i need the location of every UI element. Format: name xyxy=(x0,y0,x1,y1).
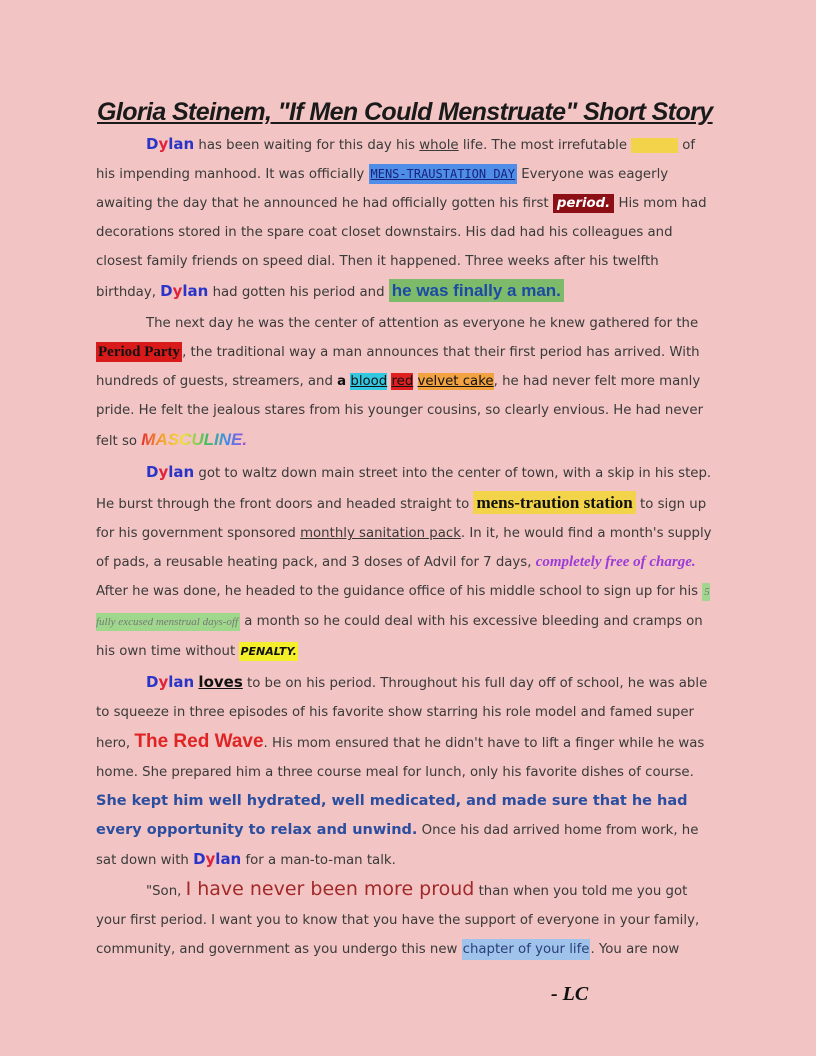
period-highlight: period. xyxy=(553,194,614,213)
free-of-charge-text: completely free of charge. xyxy=(535,554,696,570)
blood-highlight: blood xyxy=(350,374,388,389)
proud-text: I have never been more proud xyxy=(185,878,475,900)
underlined-whole: whole xyxy=(419,138,459,153)
name-dylan: Dylan xyxy=(193,850,242,868)
paragraph-3: Dylan got to waltz down main street into the center of town, with a skip in his step. He burst through the front doors and headed straight to mens-traution station to sign up for his government sponsored monthly sanitation pack. In it, he would find a month's supply of pads, a reusable heating pack, and 3 doses of Advil for 7 days, completely free of charge. After he was done, he headed to the guidance office of his middle school to sign up for his 5 fully excused menstrual days-off a month so he could deal with his excessive bleeding and cramps on his own time without PENALTY. xyxy=(96,463,712,659)
finally-a-man-highlight: he was finally a man. xyxy=(389,279,564,302)
name-dylan: Dylan xyxy=(146,135,195,153)
sanitation-pack-underline: monthly sanitation pack xyxy=(300,526,461,541)
name-dylan: Dylan xyxy=(146,463,195,481)
chapter-highlight: chapter of your life xyxy=(462,939,591,960)
story-body xyxy=(96,130,718,964)
name-dylan: Dylan xyxy=(146,673,195,691)
masculine-rainbow-text: MASCULINE. xyxy=(141,430,248,449)
penalty-highlight: PENALTY. xyxy=(239,642,297,661)
author-initials: - LC xyxy=(551,983,589,1005)
mens-traution-station-highlight: mens-traution station xyxy=(473,491,635,514)
paragraph-2: The next day he was the center of attention as everyone he knew gathered for the Period Party , the traditional way a man announces that their first period has arrived. With hundreds of guests, streamers, and a blood red velvet cake, he had never felt more manly pride. He felt the jealous stares from his younger cousins, so clearly envious. He had never felt so MASCULINE. xyxy=(96,316,704,449)
paragraph-5: "Son, I have never been more proud than when you told me you got your first period. I want you to know that you have the support of everyone in your family, community, and government as you undergo this new chapter of your life. You are now xyxy=(96,875,718,964)
mens-traustation-day-highlight: MENS-TRAUSTATION DAY xyxy=(369,164,518,184)
red-wave-text: The Red Wave xyxy=(134,731,264,752)
period-party-highlight: Period Party xyxy=(98,344,181,360)
story-title: Gloria Steinem, "If Men Could Menstruate" Short Story xyxy=(97,98,713,126)
red-highlight: red xyxy=(391,374,414,389)
paragraph-1: Dylan has been waiting for this day his whole life. The most irrefutable season of his impending manhood. It was officially MENS-TRAUSTATION DAY Everyone was eagerly awaiting the day that he announced he had officially gotten his first period. His mom had decorations stored in the spare coat closet downstairs. His dad had his colleagues and closest family friends on speed dial. Then it happened. Three weeks after his twelfth birthday, Dylan had gotten his period and he was finally a man. xyxy=(96,135,707,300)
velvet-cake-highlight: velvet cake xyxy=(417,374,494,389)
name-dylan: Dylan xyxy=(160,282,209,300)
loves-text: loves xyxy=(198,673,243,691)
hydrated-text: She kept him well hydrated, well medicated, and made sure that he had every opportunity to relax and unwind. xyxy=(96,793,688,838)
gold-highlight: season xyxy=(631,138,678,153)
days-off-highlight: 5 fully excused menstrual days-off xyxy=(96,583,710,631)
paragraph-4: Dylan loves to be on his period. Throughout his full day off of school, he was able to squeeze in three episodes of his favorite show starring his role model and famed super hero, The Red Wave. His mom ensured that he didn't have to lift a finger while he was home. She prepared him a three course meal for lunch, only his favorite dishes of course. She kept him well hydrated, well medicated, and made sure that he had every opportunity to relax and unwind. Once his dad arrived home from work, he sat down with Dylan for a man-to-man talk. xyxy=(96,673,708,868)
